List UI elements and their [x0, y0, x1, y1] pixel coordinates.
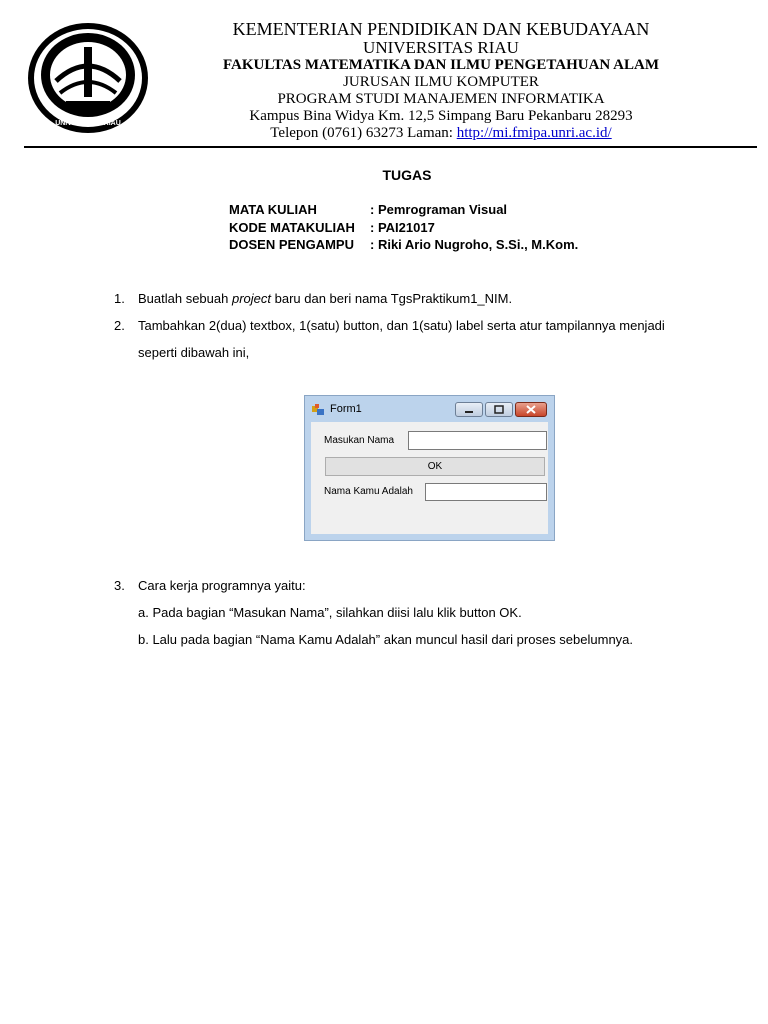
program-name: PROGRAM STUDI MANAJEMEN INFORMATIKA	[277, 91, 605, 107]
letterhead	[150, 19, 732, 142]
meta-value: : Pemrograman Visual	[370, 202, 508, 217]
contact-line	[150, 125, 732, 142]
item-number: 2.	[114, 318, 125, 333]
document-title: TUGAS	[382, 167, 432, 183]
close-icon	[516, 403, 546, 416]
hasil-output[interactable]	[425, 483, 547, 501]
university-name: UNIVERSITAS RIAU	[363, 38, 519, 57]
faculty-name: FAKULTAS MATEMATIKA DAN ILMU PENGETAHUAN ALAM	[223, 57, 659, 73]
text-segment-italic: project	[231, 291, 271, 306]
sub-item-text: b. Lalu pada bagian “Nama Kamu Adalah” akan muncul hasil dari proses sebelumnya.	[138, 632, 634, 647]
item-text: seperti dibawah ini,	[138, 345, 250, 360]
logo-text: UNIVERSITAS RIAU	[55, 120, 121, 127]
minimize-button[interactable]	[455, 402, 483, 417]
form-window	[304, 395, 555, 541]
nama-kamu-label: Nama Kamu Adalah	[324, 486, 413, 497]
department-name: JURUSAN ILMU KOMPUTER	[343, 74, 539, 90]
ok-button[interactable]: OK	[325, 457, 545, 476]
meta-key: DOSEN PENGAMPU	[229, 237, 354, 252]
maximize-icon	[486, 403, 512, 416]
form-client-area	[311, 422, 548, 534]
window-titlebar	[305, 396, 554, 422]
website-link[interactable]: http://mi.fmipa.unri.ac.id/	[456, 125, 612, 141]
item-text: Cara kerja programnya yaitu:	[138, 578, 306, 593]
text-segment: baru dan beri nama TgsPraktikum1_NIM.	[271, 291, 513, 306]
meta-key: MATA KULIAH	[229, 202, 317, 217]
university-logo	[26, 21, 150, 135]
item-text	[138, 291, 512, 307]
meta-value: : Riki Ario Nugroho, S.Si., M.Kom.	[370, 237, 579, 252]
header-divider	[24, 146, 757, 148]
phone-text: Telepon (0761) 63273 Laman:	[270, 125, 457, 141]
form-icon	[312, 404, 326, 416]
masukan-nama-label: Masukan Nama	[324, 435, 395, 446]
item-number: 3.	[114, 578, 125, 593]
minimize-icon	[456, 403, 482, 416]
ministry-name: KEMENTERIAN PENDIDIKAN DAN KEBUDAYAAN	[232, 19, 650, 39]
sub-item-text: a. Pada bagian “Masukan Nama”, silahkan diisi lalu klik button OK.	[138, 605, 522, 620]
close-button[interactable]	[515, 402, 547, 417]
nama-input[interactable]	[408, 431, 547, 450]
item-number: 1.	[114, 291, 125, 306]
maximize-button[interactable]	[485, 402, 513, 417]
text-segment: Buatlah sebuah	[138, 291, 232, 306]
window-caption: Form1	[330, 403, 362, 415]
item-text: Tambahkan 2(dua) textbox, 1(satu) button, dan 1(satu) label serta atur tampilannya menjadi	[138, 318, 665, 333]
meta-key: KODE MATAKULIAH	[229, 220, 355, 235]
meta-value: : PAI21017	[370, 220, 435, 235]
address: Kampus Bina Widya Km. 12,5 Simpang Baru Pekanbaru 28293	[249, 108, 633, 124]
